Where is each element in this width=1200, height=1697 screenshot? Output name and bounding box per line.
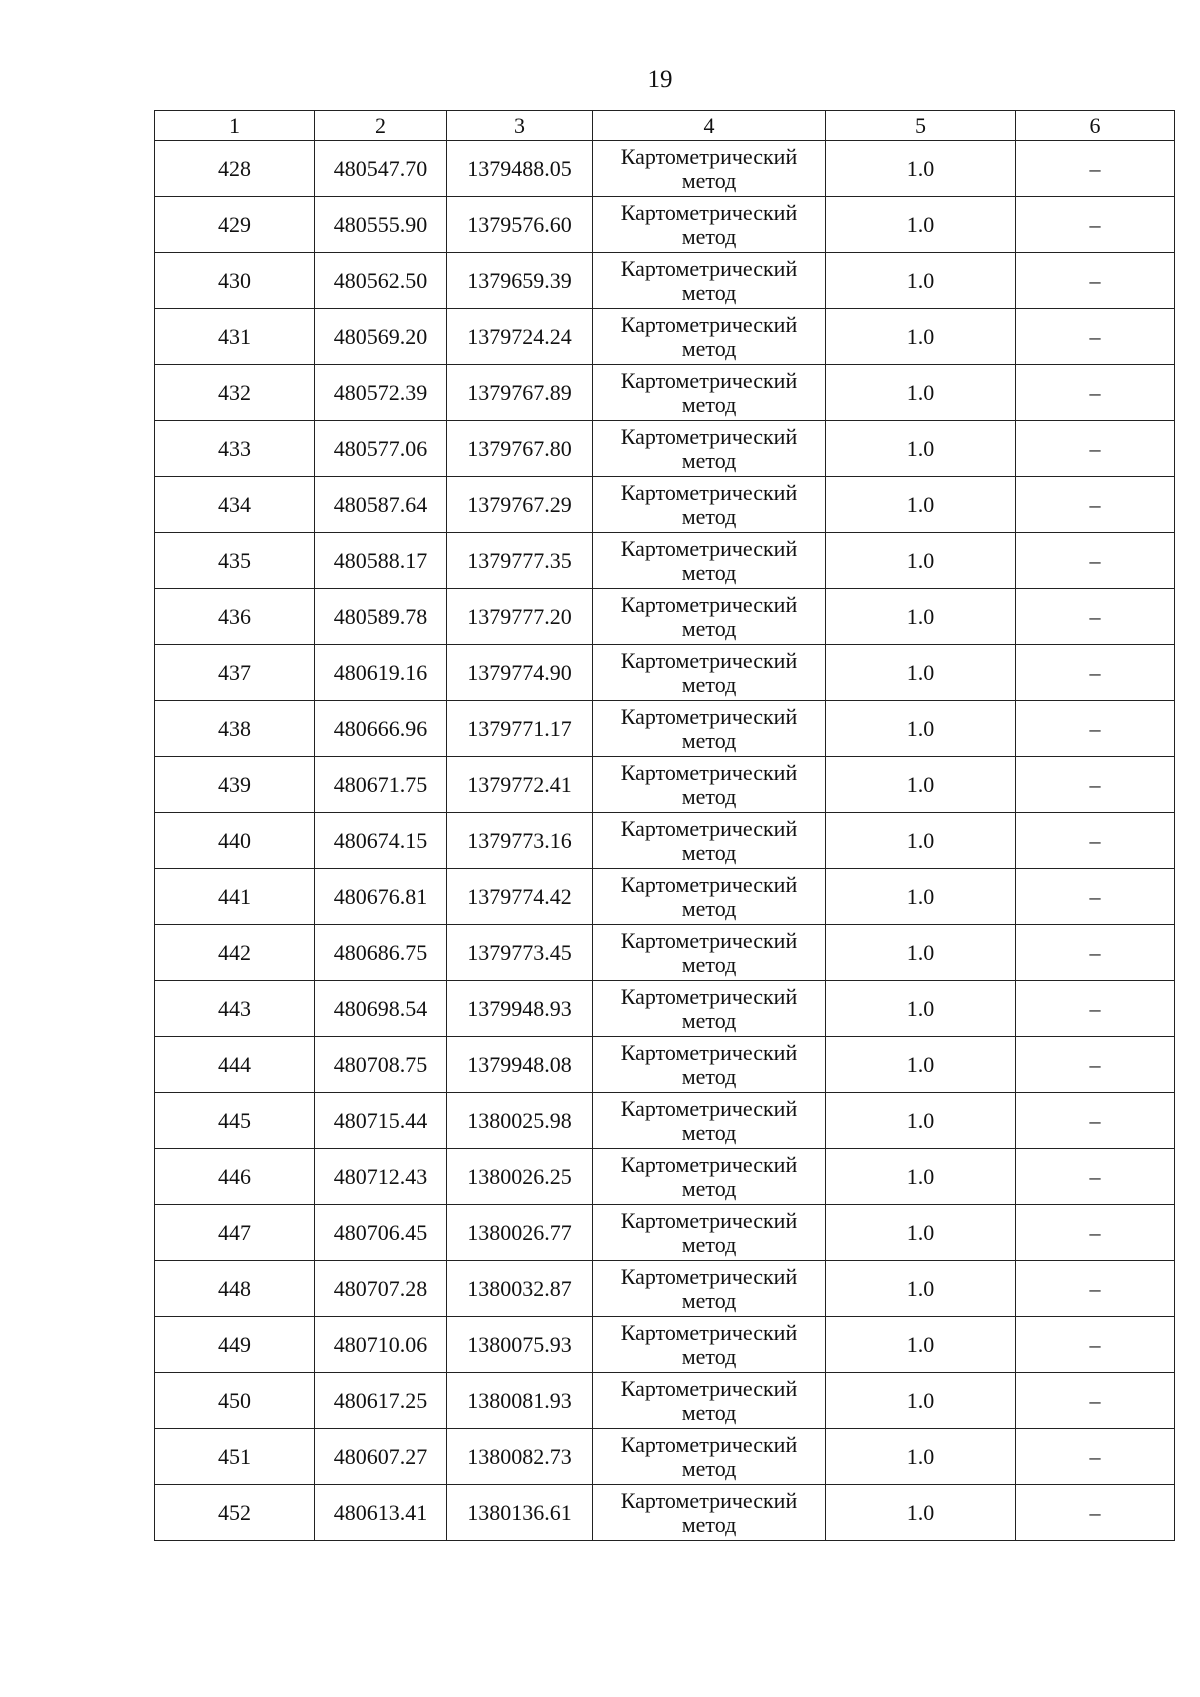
x-coordinate-cell: 480588.17 <box>315 533 447 589</box>
method-line-2: метод <box>681 671 737 697</box>
method-line-1: Картометрический <box>620 1151 798 1177</box>
note-cell: – <box>1016 1037 1175 1093</box>
header-cell-2: 2 <box>315 111 447 141</box>
x-coordinate-cell: 480706.45 <box>315 1205 447 1261</box>
table-row <box>155 869 1175 925</box>
y-coordinate-cell: 1379488.05 <box>447 141 593 197</box>
method-line-1: Картометрический <box>620 1487 798 1513</box>
coordinates-table <box>154 110 1175 1541</box>
x-coordinate-cell: 480708.75 <box>315 1037 447 1093</box>
x-coordinate-cell: 480587.64 <box>315 477 447 533</box>
method-line-1: Картометрический <box>620 199 798 225</box>
header-cell-5: 5 <box>826 111 1016 141</box>
point-number-cell: 435 <box>155 533 315 589</box>
point-number-cell: 432 <box>155 365 315 421</box>
accuracy-cell: 1.0 <box>826 757 1016 813</box>
method-cell <box>593 981 826 1037</box>
note-cell: – <box>1016 1485 1175 1541</box>
method-cell <box>593 1149 826 1205</box>
method-line-1: Картометрический <box>620 983 798 1009</box>
note-cell: – <box>1016 1317 1175 1373</box>
method-line-2: метод <box>681 1007 737 1033</box>
method-cell <box>593 589 826 645</box>
x-coordinate-cell: 480674.15 <box>315 813 447 869</box>
method-line-2: метод <box>681 167 737 193</box>
method-line-1: Картометрический <box>620 423 798 449</box>
y-coordinate-cell: 1379576.60 <box>447 197 593 253</box>
method-line-2: метод <box>681 1175 737 1201</box>
page-number: 19 <box>647 66 673 93</box>
note-cell: – <box>1016 365 1175 421</box>
point-number-cell: 438 <box>155 701 315 757</box>
accuracy-cell: 1.0 <box>826 1093 1016 1149</box>
method-line-2: метод <box>681 1231 737 1257</box>
method-line-2: метод <box>681 223 737 249</box>
method-line-1: Картометрический <box>620 255 798 281</box>
table-row <box>155 645 1175 701</box>
accuracy-cell: 1.0 <box>826 981 1016 1037</box>
note-cell: – <box>1016 197 1175 253</box>
method-line-1: Картометрический <box>620 647 798 673</box>
note-cell: – <box>1016 1373 1175 1429</box>
point-number-cell: 428 <box>155 141 315 197</box>
accuracy-cell: 1.0 <box>826 589 1016 645</box>
y-coordinate-cell: 1380026.77 <box>447 1205 593 1261</box>
table-row <box>155 253 1175 309</box>
x-coordinate-cell: 480707.28 <box>315 1261 447 1317</box>
x-coordinate-cell: 480589.78 <box>315 589 447 645</box>
point-number-cell: 436 <box>155 589 315 645</box>
accuracy-cell: 1.0 <box>826 1317 1016 1373</box>
note-cell: – <box>1016 309 1175 365</box>
y-coordinate-cell: 1379773.45 <box>447 925 593 981</box>
accuracy-cell: 1.0 <box>826 309 1016 365</box>
method-line-1: Картометрический <box>620 1431 798 1457</box>
accuracy-cell: 1.0 <box>826 1373 1016 1429</box>
accuracy-cell: 1.0 <box>826 1261 1016 1317</box>
method-line-2: метод <box>681 1399 737 1425</box>
x-coordinate-cell: 480562.50 <box>315 253 447 309</box>
table-row <box>155 1317 1175 1373</box>
table-row <box>155 925 1175 981</box>
method-cell <box>593 1485 826 1541</box>
method-cell <box>593 365 826 421</box>
note-cell: – <box>1016 477 1175 533</box>
table-row <box>155 477 1175 533</box>
method-cell <box>593 813 826 869</box>
x-coordinate-cell: 480676.81 <box>315 869 447 925</box>
method-cell <box>593 1429 826 1485</box>
header-cell-6: 6 <box>1016 111 1175 141</box>
method-line-2: метод <box>681 447 737 473</box>
method-cell <box>593 1261 826 1317</box>
accuracy-cell: 1.0 <box>826 1205 1016 1261</box>
table-row <box>155 813 1175 869</box>
method-line-2: метод <box>681 727 737 753</box>
x-coordinate-cell: 480613.41 <box>315 1485 447 1541</box>
method-cell <box>593 757 826 813</box>
point-number-cell: 431 <box>155 309 315 365</box>
method-cell <box>593 141 826 197</box>
note-cell: – <box>1016 421 1175 477</box>
method-line-2: метод <box>681 559 737 585</box>
point-number-cell: 448 <box>155 1261 315 1317</box>
method-line-1: Картометрический <box>620 815 798 841</box>
table-row <box>155 1149 1175 1205</box>
point-number-cell: 441 <box>155 869 315 925</box>
y-coordinate-cell: 1379767.80 <box>447 421 593 477</box>
method-cell <box>593 197 826 253</box>
note-cell: – <box>1016 253 1175 309</box>
y-coordinate-cell: 1379724.24 <box>447 309 593 365</box>
x-coordinate-cell: 480671.75 <box>315 757 447 813</box>
x-coordinate-cell: 480715.44 <box>315 1093 447 1149</box>
point-number-cell: 443 <box>155 981 315 1037</box>
accuracy-cell: 1.0 <box>826 701 1016 757</box>
table-row <box>155 1373 1175 1429</box>
accuracy-cell: 1.0 <box>826 925 1016 981</box>
method-cell <box>593 1205 826 1261</box>
method-line-2: метод <box>681 951 737 977</box>
note-cell: – <box>1016 757 1175 813</box>
method-cell <box>593 645 826 701</box>
note-cell: – <box>1016 645 1175 701</box>
note-cell: – <box>1016 925 1175 981</box>
method-line-1: Картометрический <box>620 759 798 785</box>
x-coordinate-cell: 480547.70 <box>315 141 447 197</box>
x-coordinate-cell: 480619.16 <box>315 645 447 701</box>
point-number-cell: 429 <box>155 197 315 253</box>
accuracy-cell: 1.0 <box>826 1485 1016 1541</box>
accuracy-cell: 1.0 <box>826 477 1016 533</box>
method-line-2: метод <box>681 839 737 865</box>
y-coordinate-cell: 1379774.42 <box>447 869 593 925</box>
method-line-2: метод <box>681 895 737 921</box>
table-row <box>155 701 1175 757</box>
table-row <box>155 365 1175 421</box>
x-coordinate-cell: 480555.90 <box>315 197 447 253</box>
table-row <box>155 533 1175 589</box>
header-cell-3: 3 <box>447 111 593 141</box>
accuracy-cell: 1.0 <box>826 869 1016 925</box>
x-coordinate-cell: 480712.43 <box>315 1149 447 1205</box>
table-row <box>155 421 1175 477</box>
point-number-cell: 446 <box>155 1149 315 1205</box>
y-coordinate-cell: 1380032.87 <box>447 1261 593 1317</box>
method-line-2: метод <box>681 1119 737 1145</box>
header-cell-1: 1 <box>155 111 315 141</box>
y-coordinate-cell: 1380026.25 <box>447 1149 593 1205</box>
x-coordinate-cell: 480607.27 <box>315 1429 447 1485</box>
method-line-2: метод <box>681 503 737 529</box>
method-cell <box>593 869 826 925</box>
y-coordinate-cell: 1380082.73 <box>447 1429 593 1485</box>
point-number-cell: 434 <box>155 477 315 533</box>
header-row <box>155 111 1175 141</box>
y-coordinate-cell: 1379948.93 <box>447 981 593 1037</box>
x-coordinate-cell: 480569.20 <box>315 309 447 365</box>
table-row <box>155 1485 1175 1541</box>
point-number-cell: 444 <box>155 1037 315 1093</box>
method-line-1: Картометрический <box>620 591 798 617</box>
method-line-1: Картометрический <box>620 1375 798 1401</box>
y-coordinate-cell: 1379777.35 <box>447 533 593 589</box>
note-cell: – <box>1016 981 1175 1037</box>
method-cell <box>593 253 826 309</box>
y-coordinate-cell: 1379948.08 <box>447 1037 593 1093</box>
x-coordinate-cell: 480577.06 <box>315 421 447 477</box>
method-cell <box>593 309 826 365</box>
point-number-cell: 433 <box>155 421 315 477</box>
point-number-cell: 452 <box>155 1485 315 1541</box>
method-line-2: метод <box>681 391 737 417</box>
point-number-cell: 447 <box>155 1205 315 1261</box>
accuracy-cell: 1.0 <box>826 645 1016 701</box>
note-cell: – <box>1016 869 1175 925</box>
table-row <box>155 1037 1175 1093</box>
table-row <box>155 1205 1175 1261</box>
point-number-cell: 430 <box>155 253 315 309</box>
point-number-cell: 437 <box>155 645 315 701</box>
table-body <box>155 141 1175 1541</box>
method-line-1: Картометрический <box>620 1095 798 1121</box>
method-line-1: Картометрический <box>620 367 798 393</box>
method-cell <box>593 1093 826 1149</box>
y-coordinate-cell: 1379772.41 <box>447 757 593 813</box>
table-row <box>155 1261 1175 1317</box>
y-coordinate-cell: 1379767.29 <box>447 477 593 533</box>
x-coordinate-cell: 480572.39 <box>315 365 447 421</box>
y-coordinate-cell: 1379773.16 <box>447 813 593 869</box>
point-number-cell: 449 <box>155 1317 315 1373</box>
method-line-1: Картометрический <box>620 479 798 505</box>
note-cell: – <box>1016 141 1175 197</box>
y-coordinate-cell: 1380081.93 <box>447 1373 593 1429</box>
method-line-2: метод <box>681 1063 737 1089</box>
method-line-1: Картометрический <box>620 1263 798 1289</box>
method-line-1: Картометрический <box>620 1039 798 1065</box>
method-cell <box>593 477 826 533</box>
note-cell: – <box>1016 1261 1175 1317</box>
method-cell <box>593 421 826 477</box>
note-cell: – <box>1016 589 1175 645</box>
point-number-cell: 440 <box>155 813 315 869</box>
method-cell <box>593 1037 826 1093</box>
accuracy-cell: 1.0 <box>826 533 1016 589</box>
x-coordinate-cell: 480666.96 <box>315 701 447 757</box>
table-row <box>155 141 1175 197</box>
accuracy-cell: 1.0 <box>826 141 1016 197</box>
x-coordinate-cell: 480698.54 <box>315 981 447 1037</box>
note-cell: – <box>1016 1149 1175 1205</box>
y-coordinate-cell: 1379767.89 <box>447 365 593 421</box>
point-number-cell: 442 <box>155 925 315 981</box>
method-line-2: метод <box>681 1287 737 1313</box>
method-line-2: метод <box>681 1511 737 1537</box>
y-coordinate-cell: 1379777.20 <box>447 589 593 645</box>
method-cell <box>593 1317 826 1373</box>
accuracy-cell: 1.0 <box>826 1037 1016 1093</box>
accuracy-cell: 1.0 <box>826 1429 1016 1485</box>
note-cell: – <box>1016 1205 1175 1261</box>
method-line-1: Картометрический <box>620 143 798 169</box>
table-row <box>155 981 1175 1037</box>
point-number-cell: 439 <box>155 757 315 813</box>
method-cell <box>593 1373 826 1429</box>
table-row <box>155 197 1175 253</box>
note-cell: – <box>1016 1429 1175 1485</box>
note-cell: – <box>1016 813 1175 869</box>
accuracy-cell: 1.0 <box>826 253 1016 309</box>
table-row <box>155 589 1175 645</box>
method-line-2: метод <box>681 615 737 641</box>
method-line-2: метод <box>681 783 737 809</box>
accuracy-cell: 1.0 <box>826 197 1016 253</box>
method-line-2: метод <box>681 1343 737 1369</box>
method-line-1: Картометрический <box>620 1207 798 1233</box>
y-coordinate-cell: 1379659.39 <box>447 253 593 309</box>
method-line-2: метод <box>681 1455 737 1481</box>
point-number-cell: 451 <box>155 1429 315 1485</box>
header-cell-4: 4 <box>593 111 826 141</box>
method-line-1: Картометрический <box>620 535 798 561</box>
point-number-cell: 445 <box>155 1093 315 1149</box>
method-line-1: Картометрический <box>620 311 798 337</box>
table-row <box>155 757 1175 813</box>
table-row <box>155 309 1175 365</box>
table-row <box>155 1429 1175 1485</box>
method-line-1: Картометрический <box>620 927 798 953</box>
y-coordinate-cell: 1380136.61 <box>447 1485 593 1541</box>
method-line-2: метод <box>681 335 737 361</box>
accuracy-cell: 1.0 <box>826 1149 1016 1205</box>
y-coordinate-cell: 1380075.93 <box>447 1317 593 1373</box>
note-cell: – <box>1016 533 1175 589</box>
note-cell: – <box>1016 701 1175 757</box>
method-cell <box>593 701 826 757</box>
y-coordinate-cell: 1380025.98 <box>447 1093 593 1149</box>
method-cell <box>593 925 826 981</box>
x-coordinate-cell: 480686.75 <box>315 925 447 981</box>
x-coordinate-cell: 480617.25 <box>315 1373 447 1429</box>
accuracy-cell: 1.0 <box>826 365 1016 421</box>
method-line-1: Картометрический <box>620 871 798 897</box>
accuracy-cell: 1.0 <box>826 813 1016 869</box>
note-cell: – <box>1016 1093 1175 1149</box>
point-number-cell: 450 <box>155 1373 315 1429</box>
x-coordinate-cell: 480710.06 <box>315 1317 447 1373</box>
accuracy-cell: 1.0 <box>826 421 1016 477</box>
y-coordinate-cell: 1379774.90 <box>447 645 593 701</box>
method-line-1: Картометрический <box>620 703 798 729</box>
method-line-2: метод <box>681 279 737 305</box>
method-line-1: Картометрический <box>620 1319 798 1345</box>
method-cell <box>593 533 826 589</box>
table-row <box>155 1093 1175 1149</box>
y-coordinate-cell: 1379771.17 <box>447 701 593 757</box>
